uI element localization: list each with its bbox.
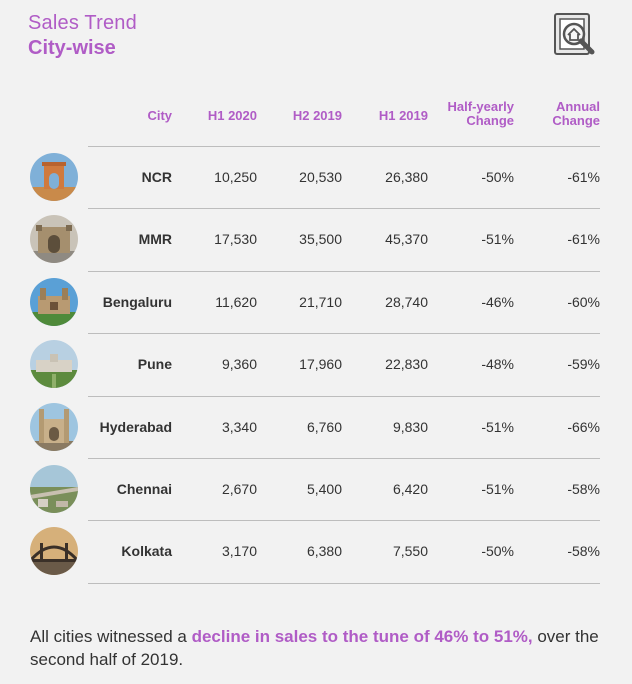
cell-h1-2020: 2,670 [221, 481, 257, 497]
page-subtitle: City-wise [28, 37, 116, 59]
cell-half-yearly-change: -50% [481, 169, 514, 185]
cell-half-yearly-change: -51% [481, 481, 514, 497]
gateway-of-india-thumbnail [30, 215, 78, 263]
table-rule [88, 583, 600, 584]
cell-h1-2020: 11,620 [215, 293, 257, 310]
cell-h1-2019: 22,830 [385, 356, 428, 373]
charminar-thumbnail [30, 403, 78, 451]
cell-city: MMR [138, 231, 172, 248]
cell-h1-2019: 7,550 [392, 543, 428, 560]
table-row [0, 458, 632, 520]
house-document-magnifier-icon [552, 12, 602, 62]
footer-suffix: over the second half of 2019. [30, 627, 599, 669]
cell-annual-change: -66% [567, 418, 600, 435]
cell-h1-2019: 6,420 [392, 481, 428, 497]
cell-h2-2019: 35,500 [299, 231, 342, 248]
cell-half-yearly-change: -51% [481, 418, 514, 435]
cell-annual-change: -58% [567, 481, 600, 497]
cell-city: Pune [137, 356, 172, 373]
cell-city: Hyderabad [99, 418, 172, 435]
cell-city: Kolkata [121, 543, 172, 560]
cell-city: Bengaluru [102, 293, 172, 310]
cell-annual-change: -59% [567, 356, 600, 373]
footer-highlight: decline in sales to the tune of 46% to 51%, [191, 627, 533, 646]
cell-h2-2019: 20,530 [299, 169, 342, 185]
cell-half-yearly-change: -51% [481, 231, 514, 248]
cell-h1-2020: 17,530 [214, 231, 257, 248]
cell-h1-2020: 10,250 [214, 169, 257, 185]
table-row [0, 333, 632, 395]
column-header-half-yearly-change: Half-yearly Change [447, 99, 514, 128]
cell-annual-change: -61% [567, 231, 600, 248]
title-block [28, 12, 137, 60]
column-header-h1-2019: H1 2019 [378, 108, 428, 123]
cell-h1-2020: 3,340 [221, 418, 257, 435]
column-header-annual-change: Annual Change [552, 99, 600, 128]
cell-h2-2019: 5,400 [306, 481, 342, 497]
chennai-aerial-thumbnail [30, 465, 78, 513]
footer-prefix: All cities witnessed a [30, 627, 192, 646]
cell-annual-change: -58% [567, 543, 600, 560]
cell-h2-2019: 6,760 [306, 418, 342, 435]
bangalore-palace-thumbnail [30, 278, 78, 326]
footer-note [30, 625, 610, 671]
cell-h2-2019: 6,380 [306, 543, 342, 560]
india-gate-thumbnail [30, 153, 78, 201]
cell-h1-2019: 9,830 [392, 418, 428, 435]
cell-half-yearly-change: -48% [481, 356, 514, 373]
cell-h2-2019: 17,960 [299, 356, 342, 373]
cell-h1-2020: 3,170 [221, 543, 257, 560]
table-row [0, 520, 632, 582]
cell-h2-2019: 21,710 [299, 293, 342, 310]
cell-annual-change: -60% [567, 293, 600, 310]
cell-h1-2019: 26,380 [385, 169, 428, 185]
cell-city: Chennai [116, 481, 172, 497]
cell-city: NCR [141, 169, 172, 185]
cell-half-yearly-change: -46% [481, 293, 514, 310]
aga-khan-palace-thumbnail [30, 340, 78, 388]
page-title: Sales Trend [28, 12, 137, 34]
table-row [0, 396, 632, 458]
column-header-h2-2019: H2 2019 [292, 108, 342, 123]
table-row [0, 208, 632, 270]
cell-half-yearly-change: -50% [481, 543, 514, 560]
table-row [0, 271, 632, 333]
cell-h1-2019: 28,740 [385, 293, 428, 310]
cell-h1-2019: 45,370 [385, 231, 428, 248]
table-row [0, 146, 632, 208]
column-header-city: City [147, 108, 172, 123]
column-header-h1-2020: H1 2020 [207, 108, 257, 123]
cell-h1-2020: 9,360 [221, 356, 257, 373]
cell-annual-change: -61% [567, 169, 600, 185]
howrah-bridge-thumbnail [30, 527, 78, 575]
table-header [0, 100, 632, 134]
